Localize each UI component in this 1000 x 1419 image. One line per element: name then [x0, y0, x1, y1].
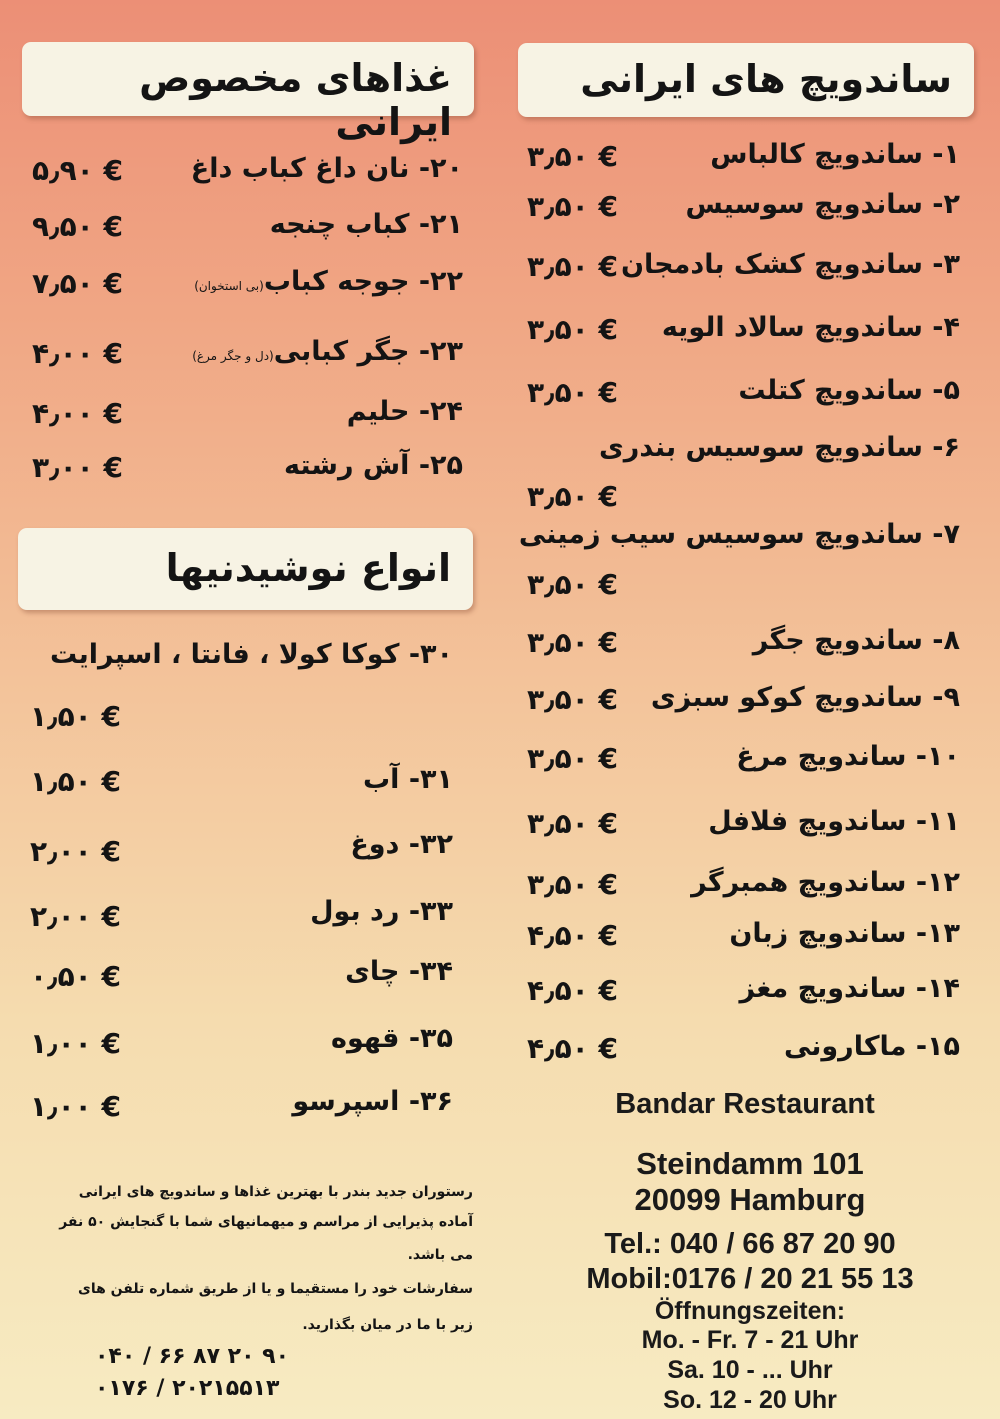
sandwich-name: ۵- ساندویچ کتلت	[738, 375, 960, 406]
special-name	[270, 208, 463, 246]
special-price: ۵٫۹۰ €	[32, 154, 123, 187]
opening-hours-weekdays: Mo. - Fr. 7 - 21 Uhr	[641, 1326, 859, 1354]
sandwich-name: ۶- ساندویچ سوسیس بندری	[599, 432, 960, 463]
drink-name: ۳۲- دوغ	[350, 829, 453, 860]
sandwich-price: ۳٫۵۰ €	[527, 626, 618, 659]
sandwich-name: ۲- ساندویچ سوسیس	[685, 189, 960, 220]
sandwich-name: ۴- ساندویچ سالاد الویه	[661, 312, 960, 343]
special-name-note: (بی استخوان)	[194, 279, 264, 293]
persian-phone-2: ۰۱۷۶ / ۲۰۲۱۵۵۱۳	[95, 1376, 280, 1401]
sandwich-price: ۳٫۵۰ €	[527, 683, 618, 716]
drink-price: ۱٫۰۰ €	[30, 1027, 121, 1060]
persian-note-line-2: آماده پذیرایی از مراسم و میهمانیهای شما با گنجایش ۵۰ نفر	[59, 1214, 473, 1230]
special-name	[284, 449, 463, 487]
drink-name: ۳۳- رد بول	[310, 896, 453, 927]
sandwich-name: ۱۰- ساندویچ مرغ	[736, 741, 960, 772]
restaurant-mobil: Mobil:0176 / 20 21 55 13	[586, 1263, 914, 1295]
sandwich-price: ۴٫۵۰ €	[527, 919, 618, 952]
persian-note-line-1: رستوران جدید بندر با بهترین غذاها و ساندویچ های ایرانی	[78, 1184, 473, 1200]
special-name	[347, 395, 463, 433]
sandwich-name: ۷- ساندویچ سوسیس سیب زمینی	[518, 519, 960, 550]
persian-note-line-3: می باشد.	[407, 1247, 473, 1263]
sandwich-price: ۳٫۵۰ €	[527, 376, 618, 409]
restaurant-street: Steindamm 101	[636, 1146, 864, 1181]
sandwich-price: ۳٫۵۰ €	[527, 742, 618, 775]
sandwich-name: ۸- ساندویچ جگر	[752, 625, 960, 656]
opening-hours-title: Öffnungszeiten:	[654, 1297, 846, 1325]
sandwich-price: ۴٫۵۰ €	[527, 1032, 618, 1065]
sandwich-name: ۱- ساندویچ کالباس	[710, 139, 960, 170]
opening-hours-sunday: So. 12 - 20 Uhr	[663, 1386, 837, 1414]
drink-price: ۱٫۵۰ €	[30, 700, 121, 733]
drinks-title: انواع نوشیدنیها	[18, 528, 473, 610]
sandwich-price: ۳٫۵۰ €	[527, 190, 618, 223]
sandwich-price: ۴٫۵۰ €	[527, 974, 618, 1007]
drink-name: ۳۶- اسپرسو	[292, 1086, 453, 1117]
sandwich-name: ۱۲- ساندویچ همبرگر	[691, 867, 960, 898]
sandwiches-title: ساندویچ های ایرانی	[518, 43, 974, 117]
restaurant-city: 20099 Hamburg	[634, 1182, 866, 1217]
sandwich-price: ۳٫۵۰ €	[527, 868, 618, 901]
sandwich-name: ۱۵- ماکارونی	[783, 1031, 960, 1062]
persian-note-line-4: سفارشات خود را مستقیما و یا از طریق شماره تلفن های	[78, 1281, 473, 1297]
drink-price: ۱٫۰۰ €	[30, 1090, 121, 1123]
special-price: ۳٫۰۰ €	[32, 451, 123, 484]
specials-title: غذاهای مخصوص ایرانی	[22, 42, 474, 116]
sandwich-name: ۱۳- ساندویچ زبان	[729, 918, 960, 949]
special-name-text: ۲۵- آش رشته	[284, 450, 463, 481]
special-name-text: ۲۲- جوجه کباب	[263, 266, 463, 297]
sandwich-name: ۱۱- ساندویچ فلافل	[708, 806, 960, 837]
special-name-note: (دل و جگر مرغ)	[192, 349, 274, 363]
sandwich-name: ۳- ساندویچ کشک بادمجان	[620, 249, 960, 280]
special-name	[194, 265, 463, 303]
special-price: ۴٫۰۰ €	[32, 397, 123, 430]
drink-name: ۳۵- قهوه	[331, 1023, 453, 1054]
drink-price: ۱٫۵۰ €	[30, 765, 121, 798]
special-price: ۷٫۵۰ €	[32, 267, 123, 300]
sandwiches-column	[505, 0, 1000, 1419]
sandwich-price: ۳٫۵۰ €	[527, 313, 618, 346]
special-name	[192, 335, 463, 373]
special-name-text: ۲۳- جگر کبابی	[273, 336, 463, 367]
sandwich-price: ۳٫۵۰ €	[527, 250, 618, 283]
persian-note-line-5: زیر با ما در میان بگذارید.	[302, 1317, 473, 1333]
special-price: ۹٫۵۰ €	[32, 210, 123, 243]
drink-price: ۲٫۰۰ €	[30, 835, 121, 868]
special-name-text: ۲۴- حلیم	[346, 396, 463, 427]
persian-phone-1: ۰۴۰ / ۶۶ ۸۷ ۲۰ ۹۰	[95, 1344, 290, 1369]
sandwich-name: ۱۴- ساندویچ مغز	[739, 973, 960, 1004]
drink-name: ۳۴- چای	[345, 956, 453, 987]
special-name	[191, 152, 463, 190]
special-price: ۴٫۰۰ €	[32, 337, 123, 370]
drink-name: ۳۱- آب	[363, 764, 453, 795]
sandwich-price: ۳٫۵۰ €	[527, 568, 618, 601]
special-name-text: ۲۰- نان داغ کباب داغ	[190, 153, 463, 184]
drink-name: ۳۰- کوکا کولا ، فانتا ، اسپرایت	[49, 639, 453, 670]
special-name-text: ۲۱- کباب چنجه	[269, 209, 463, 240]
sandwich-price: ۳٫۵۰ €	[527, 480, 618, 513]
restaurant-tel: Tel.: 040 / 66 87 20 90	[604, 1228, 896, 1260]
sandwich-name: ۹- ساندویچ کوکو سبزی	[650, 682, 960, 713]
restaurant-name: Bandar Restaurant	[615, 1088, 875, 1120]
drink-price: ۲٫۰۰ €	[30, 900, 121, 933]
sandwich-price: ۳٫۵۰ €	[527, 807, 618, 840]
sandwich-price: ۳٫۵۰ €	[527, 140, 618, 173]
drink-price: ۰٫۵۰ €	[30, 960, 121, 993]
opening-hours-saturday: Sa. 10 - ... Uhr	[667, 1356, 833, 1384]
